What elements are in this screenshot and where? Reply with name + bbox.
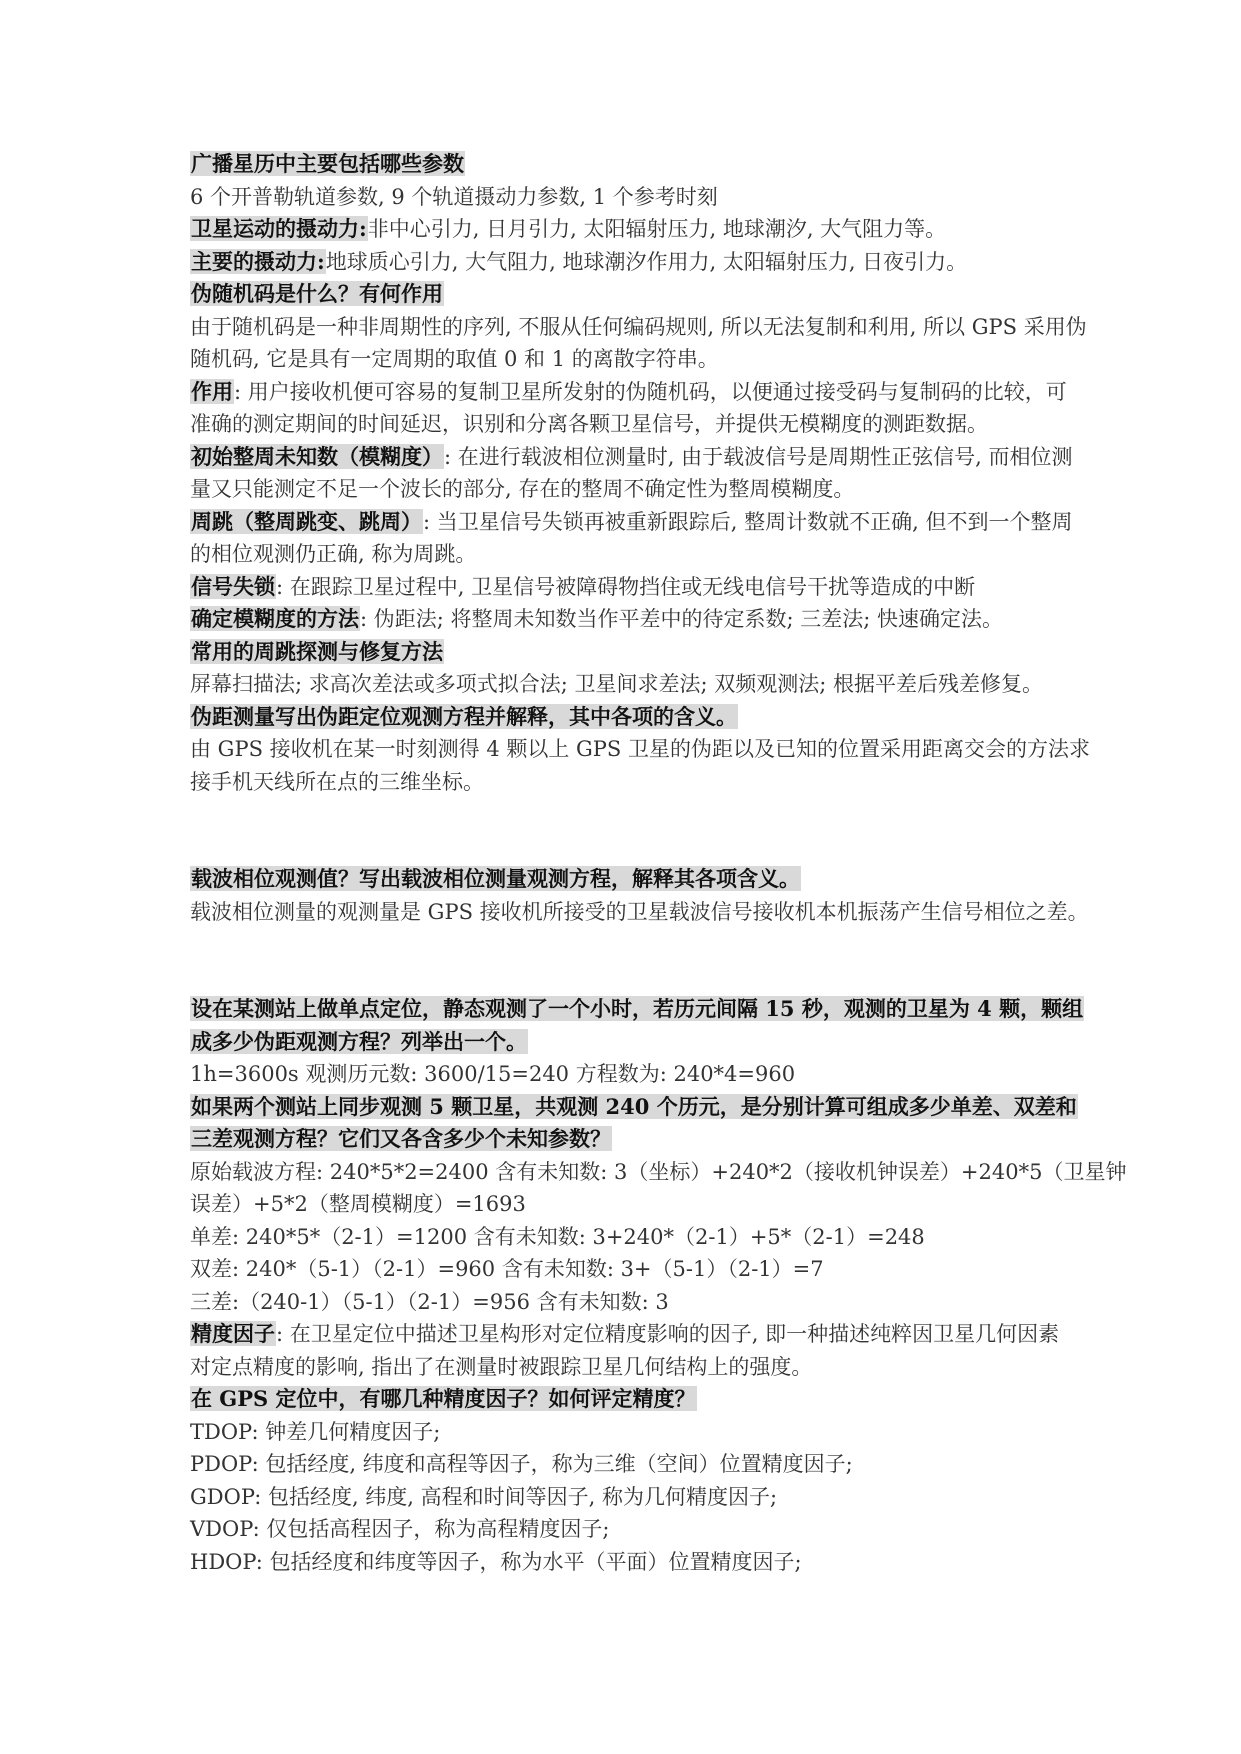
text-line (190, 538, 1070, 571)
body-text: : 在跟踪卫星过程中, 卫星信号被障碍物挡住或无线电信号干扰等造成的中断 (276, 574, 976, 599)
highlighted-heading: 在 GPS 定位中，有哪几种精度因子？如何评定精度？ (191, 1386, 696, 1411)
text-line (190, 896, 1089, 929)
body-text: 误差）+5*2（整周模糊度）=1693 (190, 1192, 526, 1216)
body-text: 由于随机码是一种非周期性的序列, 不服从任何编码规则, 所以无法复制和利用, 所以 GPS 采用伪 (190, 314, 1087, 339)
text-line (190, 668, 1070, 701)
highlighted-heading: 伪随机码是什么？有何作用 (191, 281, 443, 306)
blank-line (190, 928, 1070, 961)
text-line (190, 278, 1070, 311)
body-text: 由 GPS 接收机在某一时刻测得 4 颗以上 GPS 卫星的伪距以及已知的位置采用距离交会的方法求 (190, 737, 1090, 761)
body-text: 地球质心引力, 大气阻力, 地球潮汐作用力, 太阳辐射压力, 日夜引力。 (325, 249, 968, 274)
highlighted-heading: 作用 (191, 378, 233, 404)
text-line (190, 506, 1073, 539)
body-text: 载波相位测量的观测量是 GPS 接收机所接受的卫星载波信号接收机本机振荡产生信号相位之差。 (190, 899, 1089, 924)
blank-line (190, 798, 1070, 831)
highlighted-heading: 常用的周跳探测与修复方法 (191, 638, 443, 664)
highlighted-heading: 设在某测站上做单点定位，静态观测了一个小时，若历元间隔 15 秒，观测的卫星为 4 颗，颗组 (191, 996, 1084, 1021)
text-line (190, 1416, 1070, 1449)
body-text: GDOP: 包括经度, 纬度, 高程和时间等因子, 称为几何精度因子; (190, 1484, 778, 1509)
body-text: 的相位观测仍正确, 称为周跳。 (190, 542, 477, 566)
text-line (190, 441, 1073, 474)
text-line (190, 1546, 1070, 1579)
body-text: 6 个开普勒轨道参数, 9 个轨道摄动力参数, 1 个参考时刻 (190, 184, 718, 209)
text-line (190, 1156, 1127, 1189)
body-text: 非中心引力, 日月引力, 太阳辐射压力, 地球潮汐, 大气阻力等。 (367, 217, 947, 241)
text-line (190, 701, 1070, 734)
highlighted-heading: 精度因子 (191, 1321, 275, 1346)
body-text: 对定点精度的影响, 指出了在测量时被跟踪卫星几何结构上的强度。 (190, 1354, 813, 1379)
body-text: 单差: 240*5*（2-1）=1200 含有未知数: 3+240*（2-1）+5*（2-1）=248 (190, 1224, 925, 1249)
highlighted-heading: 卫星运动的摄动力: (191, 216, 367, 241)
body-text: 三差:（240-1）（5-1）（2-1）=956 含有未知数: 3 (190, 1289, 669, 1314)
text-line (190, 376, 1070, 409)
text-line (190, 181, 1070, 214)
text-line (190, 343, 1070, 376)
body-text: : 在卫星定位中描述卫星构形对定位精度影响的因子, 即一种描述纯粹因卫星几何因素 (276, 1322, 1060, 1346)
text-line (190, 733, 1090, 766)
text-line (190, 213, 1070, 246)
text-line (190, 246, 1070, 279)
text-line (190, 1448, 1070, 1481)
highlighted-heading: 如果两个测站上同步观测 5 颗卫星，共观测 240 个历元，是分别计算可组成多少单差、双差和 (191, 1093, 1077, 1119)
body-text: 屏幕扫描法; 求高次差法或多项式拟合法; 卫星间求差法; 双频观测法; 根据平差后残差修复。 (190, 672, 1043, 696)
highlighted-heading: 载波相位观测值？写出载波相位测量观测方程，解释其各项含义。 (191, 866, 800, 891)
highlighted-heading: 伪距测量写出伪距定位观测方程并解释，其中各项的含义。 (191, 703, 737, 729)
highlighted-heading: 广播星历中主要包括哪些参数 (191, 151, 464, 176)
text-line (190, 1026, 1070, 1059)
highlighted-heading: 确定模糊度的方法 (191, 606, 359, 631)
text-line (190, 766, 1070, 799)
body-text: 量又只能测定不足一个波长的部分, 存在的整周不确定性为整周模糊度。 (190, 477, 855, 501)
document-body (190, 148, 1127, 1578)
highlighted-heading: 成多少伪距观测方程？列举出一个。 (191, 1028, 527, 1054)
text-line (190, 863, 1070, 896)
highlighted-heading: 周跳（整周跳变、跳周） (191, 508, 422, 534)
body-text: 接手机天线所在点的三维坐标。 (190, 769, 484, 794)
body-text: : 伪距法; 将整周未知数当作平差中的待定系数; 三差法; 快速确定法。 (360, 607, 1003, 631)
text-line (190, 1318, 1070, 1351)
body-text: : 当卫星信号失锁再被重新跟踪后, 整周计数就不正确, 但不到一个整周 (423, 509, 1073, 534)
highlighted-heading: 三差观测方程？它们又各含多少个未知参数？ (191, 1126, 611, 1151)
blank-line (190, 961, 1070, 994)
body-text: TDOP: 钟差几何精度因子; (190, 1419, 441, 1444)
text-line (190, 473, 1070, 506)
text-line (190, 1188, 1070, 1221)
text-line (190, 408, 1070, 441)
text-line (190, 1091, 1077, 1124)
text-line (190, 1286, 1070, 1319)
body-text: 准确的测定期间的时间延迟，识别和分离各颗卫星信号，并提供无模糊度的测距数据。 (190, 412, 988, 436)
text-line (190, 1058, 1070, 1091)
body-text: : 在进行载波相位测量时, 由于载波信号是周期性正弦信号, 而相位测 (444, 444, 1073, 469)
body-text: 1h=3600s 观测历元数: 3600/15=240 方程数为: 240*4=960 (190, 1062, 796, 1086)
text-line (190, 1351, 1070, 1384)
body-text: 双差: 240*（5-1）（2-1）=960 含有未知数: 3+（5-1）（2-1）=7 (190, 1257, 824, 1281)
text-line (190, 311, 1087, 344)
blank-line (190, 831, 1070, 864)
body-text: PDOP: 包括经度, 纬度和高程等因子，称为三维（空间）位置精度因子; (190, 1452, 853, 1476)
text-line (190, 636, 1070, 669)
highlighted-heading: 初始整周未知数（模糊度） (191, 443, 443, 469)
text-line (190, 148, 1070, 181)
body-text: VDOP: 仅包括高程因子，称为高程精度因子; (190, 1517, 610, 1541)
text-line (190, 1221, 1070, 1254)
highlighted-heading: 信号失锁 (191, 573, 275, 599)
body-text: HDOP: 包括经度和纬度等因子，称为水平（平面）位置精度因子; (190, 1549, 802, 1574)
body-text: 原始载波方程: 240*5*2=2400 含有未知数: 3（坐标）+240*2（接收机钟误差）+240*5（卫星钟 (190, 1159, 1127, 1184)
body-text: : 用户接收机便可容易的复制卫星所发射的伪随机码，以便通过接受码与复制码的比较，可 (234, 379, 1067, 404)
text-line (190, 1513, 1070, 1546)
text-line (190, 571, 1070, 604)
text-line (190, 993, 1084, 1026)
text-line (190, 1253, 1070, 1286)
highlighted-heading: 主要的摄动力: (191, 248, 325, 274)
text-line (190, 1481, 1070, 1514)
body-text: 随机码, 它是具有一定周期的取值 0 和 1 的离散字符串。 (190, 347, 719, 371)
text-line (190, 603, 1070, 636)
text-line (190, 1383, 1070, 1416)
text-line (190, 1123, 1070, 1156)
